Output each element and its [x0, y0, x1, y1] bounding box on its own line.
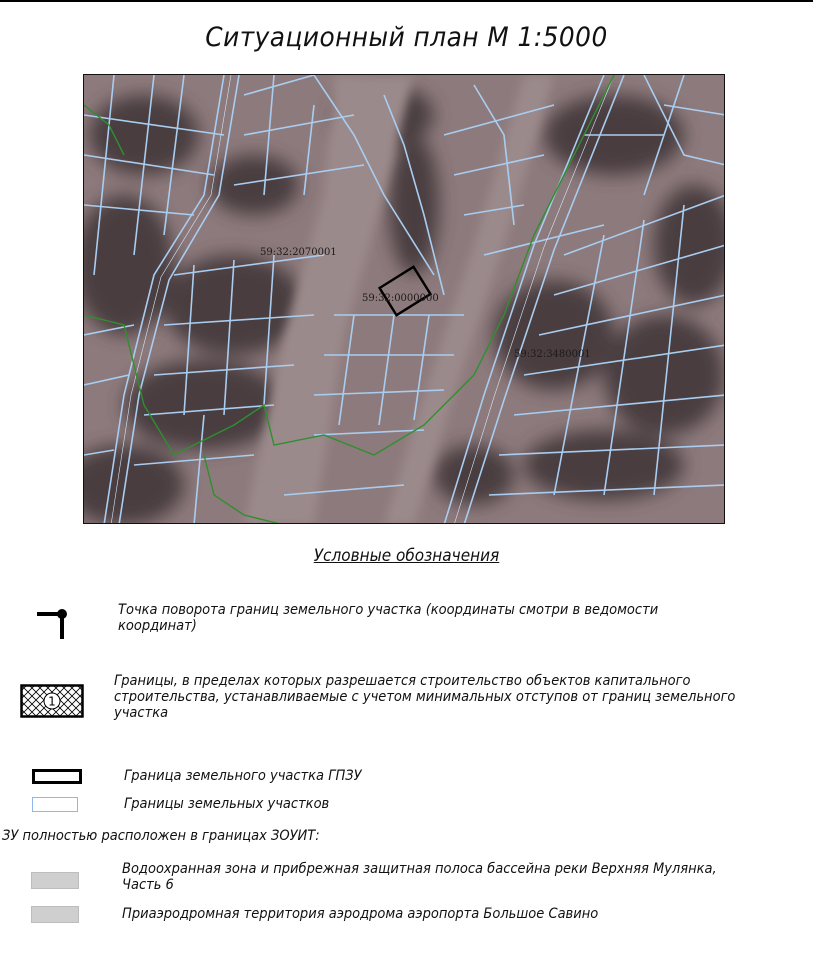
- zouit-airfield-text: Приаэродромная территория аэродрома аэропорта Большое Савино: [122, 906, 599, 922]
- parcel-boundary-icon: [32, 797, 78, 812]
- parcel-label-east: 59:32:3480001: [514, 349, 591, 360]
- legend-gpzu-text: Граница земельного участка ГПЗУ: [124, 768, 362, 784]
- legend-hatched-zone-text: Границы, в пределах которых разрешается строительство объектов капитального строительства, устанавливаемые с учетом минимальных отступов от границ земельного участка: [114, 673, 736, 721]
- zouit-heading: ЗУ полностью расположен в границах ЗОУИТ:: [2, 828, 320, 844]
- legend-parcel-text: Границы земельных участков: [124, 796, 330, 812]
- situational-map[interactable]: [83, 74, 725, 524]
- hatched-zone-icon: [20, 684, 84, 718]
- legend-title: Условные обозначения: [313, 546, 500, 566]
- airfield-territory-icon: [31, 906, 79, 923]
- map-title: Ситуационный план М 1:5000: [205, 22, 608, 53]
- parcel-label-west: 59:32:2070001: [260, 247, 337, 258]
- legend-turn-point-text: Точка поворота границ земельного участка (координаты смотри в ведомости координат): [118, 602, 659, 634]
- zouit-water-zone-text: Водоохранная зона и прибрежная защитная полоса бассейна реки Верхняя Мулянка, Часть 6: [122, 861, 717, 893]
- top-border-line: [0, 0, 813, 2]
- parcel-label-center: 59:32:0000000: [362, 293, 439, 304]
- map-canvas: [84, 75, 725, 524]
- gpzu-boundary-icon: [32, 769, 82, 784]
- turn-point-icon: [35, 605, 69, 641]
- water-protection-zone-icon: [31, 872, 79, 889]
- hatched-zone-number: 1: [48, 694, 56, 709]
